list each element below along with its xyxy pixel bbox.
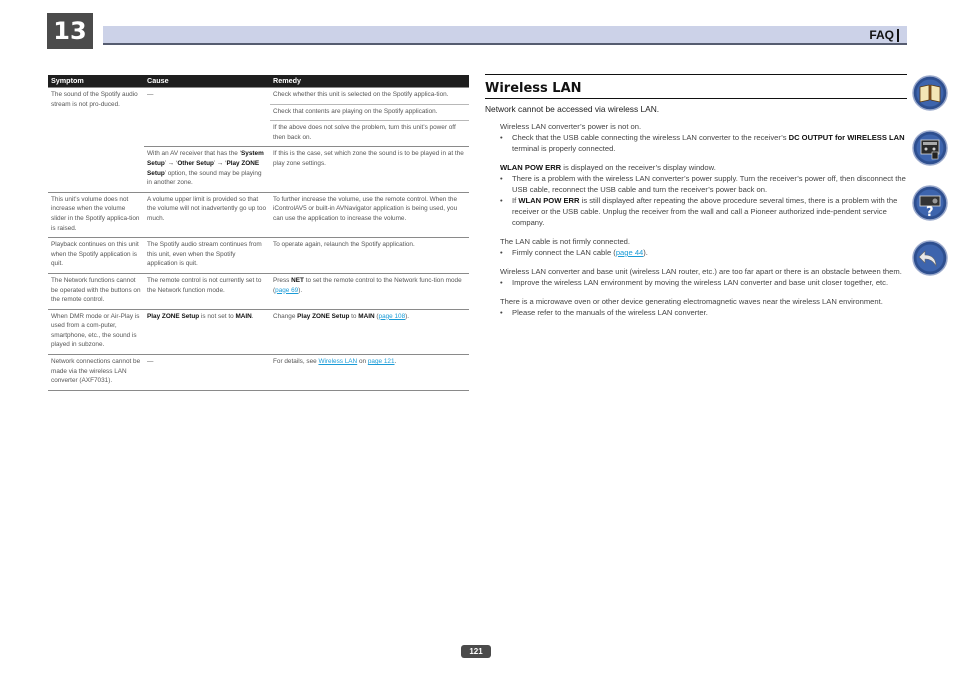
- table-row: [48, 355, 469, 391]
- remedy-cell: Change Play ZONE Setup to MAIN (page 108).: [270, 309, 469, 354]
- section-subtitle: Network cannot be accessed via wireless LAN.: [485, 104, 660, 114]
- header-bar: [103, 26, 907, 45]
- list-item: • There is a problem with the wireless LAN converter’s power supply. Turn the receiver’s power off, then disconnect the USB cable, reconnect the USB cable and turn the receiver’s power back on.: [500, 173, 907, 195]
- faq-table: [48, 75, 469, 391]
- cause-cell: —: [144, 355, 270, 391]
- section-label: [869, 28, 899, 42]
- remote-control-icon[interactable]: [912, 130, 948, 166]
- receiver-question-icon[interactable]: [912, 185, 948, 221]
- wireless-lan-section: [485, 74, 907, 318]
- chapter-number: 13: [47, 13, 93, 49]
- header-remedy: Remedy: [270, 75, 469, 88]
- cause-cell: With an AV receiver that has the ‘System Setup’ → ‘Other Setup’ → ‘Play ZONE Setup’ option, the sound may be playing in another zone.: [144, 147, 270, 192]
- remedy-cell: Check that contents are playing on the Spotify application.: [270, 104, 469, 121]
- back-arrow-icon[interactable]: [912, 240, 948, 276]
- cause-cell: The Spotify audio stream continues from this unit, even when the Spotify application is quit.: [144, 238, 270, 274]
- table-header-row: [48, 75, 469, 88]
- symptom-cell: Playback continues on this unit when the Spotify application is quit.: [48, 238, 144, 274]
- section-label-text: FAQ: [869, 28, 894, 42]
- list-item: • Check that the USB cable connecting the wireless LAN converter to the receiver’s DC OUTPUT for WIRELESS LAN terminal is properly connected.: [500, 132, 907, 154]
- page-link[interactable]: page 108: [378, 312, 406, 320]
- remedy-cell: To further increase the volume, use the remote control. When the iControlAV5 or built-in AVNavigator application is being used, you can use the application to increase the volume.: [270, 192, 469, 237]
- cause-cell: A volume upper limit is provided so that the volume will not inadvertently go up too much.: [144, 192, 270, 237]
- cause-text: There is a microwave oven or other device generating electromagnetic waves near the wireless LAN environment.: [500, 297, 883, 306]
- remedy-cell: If the above does not solve the problem, turn this unit’s power off then back on.: [270, 121, 469, 147]
- header-cause: Cause: [144, 75, 270, 88]
- header-symptom: Symptom: [48, 75, 144, 88]
- page-link[interactable]: page 69: [275, 286, 299, 294]
- svg-text:?: ?: [926, 205, 934, 220]
- symptom-cell: When DMR mode or Air-Play is used from a com-puter, smartphone, etc., the sound is played in subzone.: [48, 309, 144, 354]
- page-number: 121: [461, 645, 491, 658]
- remedy-cell: To operate again, relaunch the Spotify application.: [270, 238, 469, 274]
- cause-text: Wireless LAN converter’s power is not on.: [500, 122, 642, 131]
- cause-cell: Play ZONE Setup is not set to MAIN.: [144, 309, 270, 354]
- symptom-cell: This unit’s volume does not increase when the volume slider in the Spotify applica-tion is raised.: [48, 192, 144, 237]
- list-item: • Please refer to the manuals of the wireless LAN converter.: [500, 307, 907, 318]
- table-row: [48, 88, 469, 105]
- book-icon[interactable]: [912, 75, 948, 111]
- list-item: • Improve the wireless LAN environment by moving the wireless LAN converter and base unit closer together, etc.: [500, 277, 907, 288]
- remedy-cell: Check whether this unit is selected on the Spotify applica-tion.: [270, 88, 469, 105]
- cause-cell: —: [144, 88, 270, 147]
- cause-cell: The remote control is not currently set to the Network function mode.: [144, 273, 270, 309]
- list-item: • If WLAN POW ERR is still displayed after repeating the above procedure several times, there is a problem with the receiver or the USB cable. Unplug the receiver from the wall and call a Pioneer authorized inde-pendent service company.: [500, 195, 907, 228]
- remedy-cell: Press NET to set the remote control to the Network func-tion mode (page 69).: [270, 273, 469, 309]
- section-title: Wireless LAN: [485, 74, 907, 99]
- cause-text: Wireless LAN converter and base unit (wireless LAN router, etc.) are too far apart or there is an obstacle between them.: [500, 267, 902, 276]
- remedy-cell: If this is the case, set which zone the sound is to be played in at the play zone settings.: [270, 147, 469, 192]
- cause-text: WLAN POW ERR is displayed on the receiver’s display window.: [500, 163, 716, 172]
- table-row: [48, 309, 469, 354]
- remedy-cell: For details, see Wireless LAN on page 121.: [270, 355, 469, 391]
- symptom-cell: [48, 147, 144, 192]
- wireless-lan-link[interactable]: Wireless LAN: [318, 358, 358, 366]
- page-link[interactable]: page 44: [615, 248, 644, 257]
- cause-text: The LAN cable is not firmly connected.: [500, 237, 630, 246]
- symptom-cell: Network connections cannot be made via the wireless LAN converter (AXF7031).: [48, 355, 144, 391]
- table-row: [48, 147, 469, 192]
- table-row: [48, 273, 469, 309]
- table-row: [48, 238, 469, 274]
- symptom-cell: The Network functions cannot be operated with the buttons on the remote control.: [48, 273, 144, 309]
- table-row: [48, 192, 469, 237]
- symptom-cell: The sound of the Spotify audio stream is not pro-duced.: [48, 88, 144, 147]
- list-item: • Firmly connect the LAN cable (page 44).: [500, 247, 907, 258]
- page-link[interactable]: page 121: [367, 358, 395, 366]
